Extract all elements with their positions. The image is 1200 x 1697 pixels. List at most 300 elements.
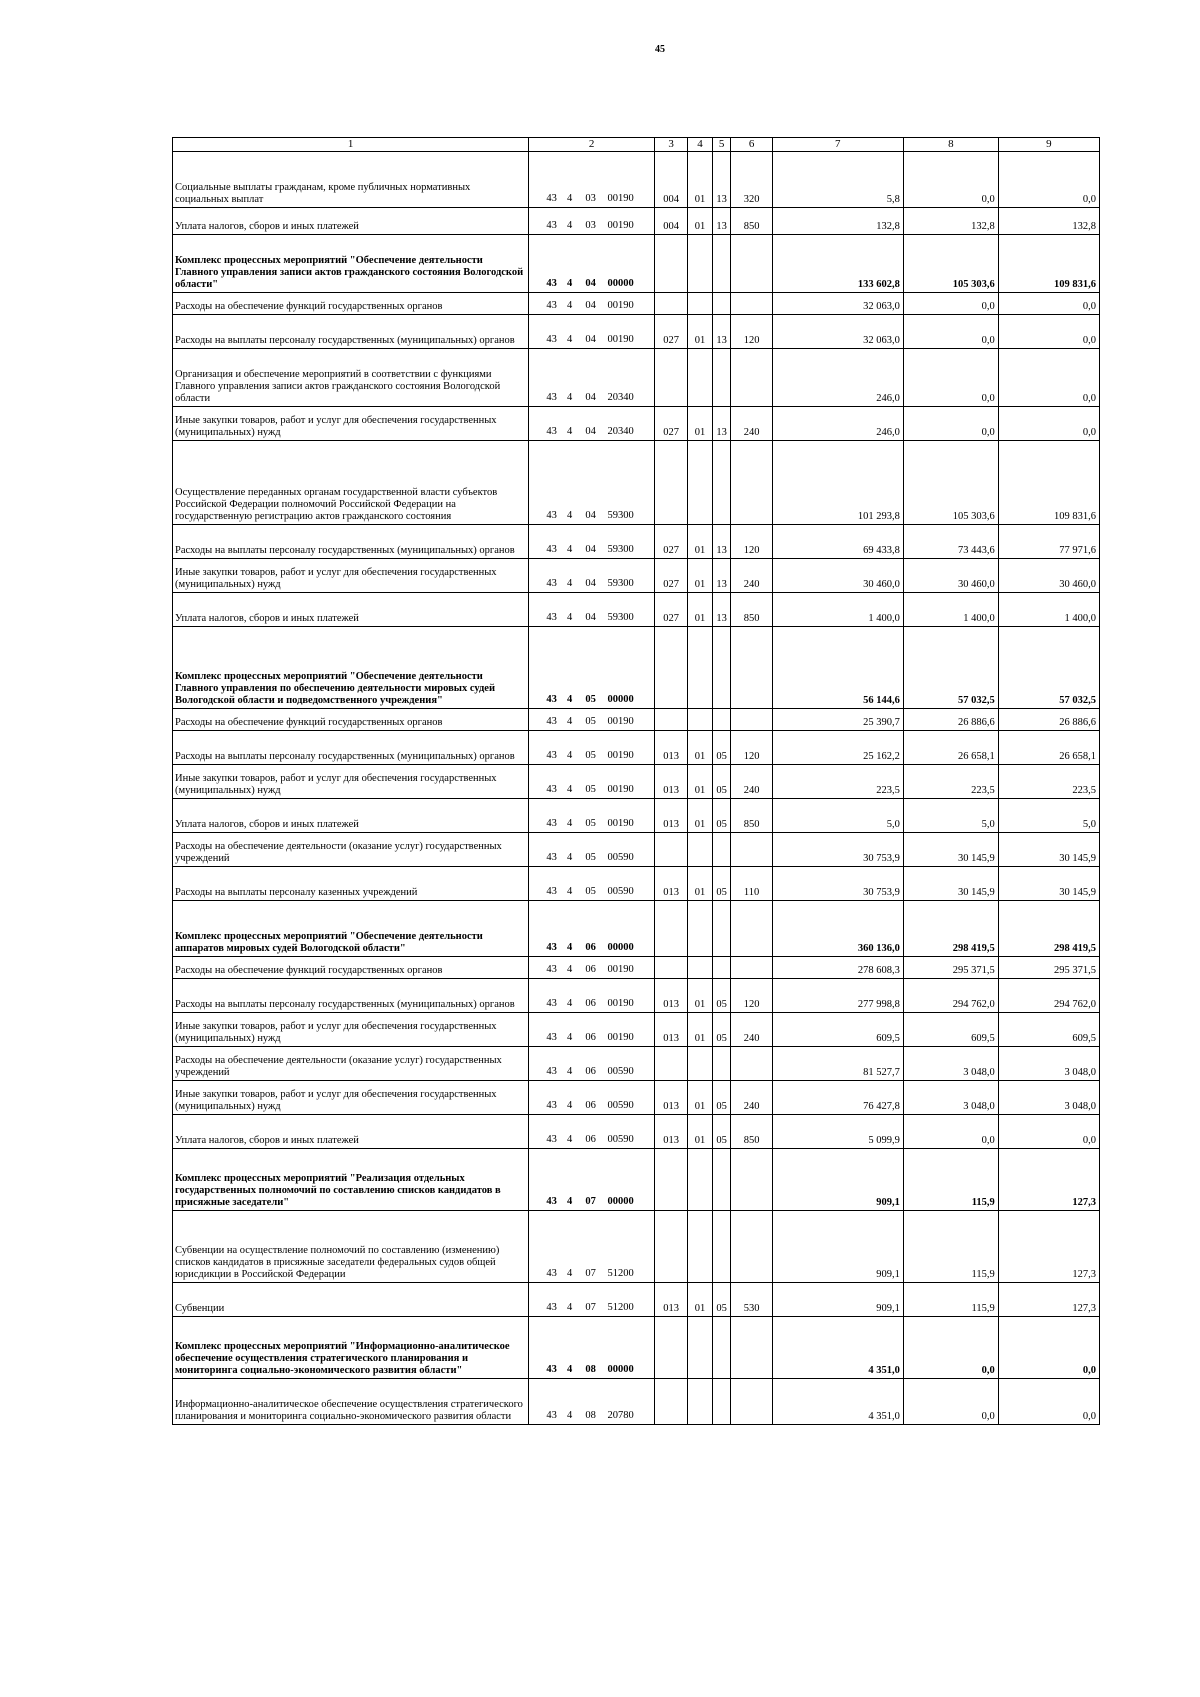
row-target-code [529, 441, 655, 525]
row-value-year-3: 26 886,6 [998, 709, 1099, 731]
code-part: 00190 [607, 299, 634, 311]
code-part: 04 [585, 299, 596, 311]
row-subsection-code: 13 [712, 593, 731, 627]
row-subsection-code [712, 441, 731, 525]
row-section-code: 01 [688, 731, 713, 765]
header-row [173, 138, 1100, 152]
row-section-code: 01 [688, 765, 713, 799]
row-value-year-1: 5 099,9 [772, 1115, 903, 1149]
row-section-code: 01 [688, 979, 713, 1013]
row-value-year-1: 101 293,8 [772, 441, 903, 525]
row-section-code [688, 901, 713, 957]
row-subsection-code: 05 [712, 1283, 731, 1317]
row-expense-type: 240 [731, 765, 772, 799]
row-section-code [688, 349, 713, 407]
row-value-year-2: 115,9 [903, 1211, 998, 1283]
row-value-year-3: 294 762,0 [998, 979, 1099, 1013]
table-row [173, 799, 1100, 833]
code-part: 4 [566, 997, 573, 1009]
row-subsection-code [712, 1047, 731, 1081]
code-part: 05 [585, 783, 596, 795]
row-ministry-code: 013 [655, 1081, 688, 1115]
row-name: Расходы на выплаты персоналу государственных (муниципальных) органов [173, 315, 529, 349]
row-value-year-2: 609,5 [903, 1013, 998, 1047]
code-part: 00190 [607, 219, 634, 231]
row-value-year-3: 109 831,6 [998, 235, 1099, 293]
row-value-year-2: 294 762,0 [903, 979, 998, 1013]
row-value-year-2: 105 303,6 [903, 235, 998, 293]
row-value-year-3: 109 831,6 [998, 441, 1099, 525]
row-value-year-3: 3 048,0 [998, 1047, 1099, 1081]
code-part: 04 [585, 277, 596, 289]
code-part: 4 [566, 1099, 573, 1111]
row-ministry-code [655, 349, 688, 407]
row-expense-type [731, 1047, 772, 1081]
code-part: 4 [566, 219, 573, 231]
code-part: 4 [566, 577, 573, 589]
table-row [173, 1379, 1100, 1425]
code-part: 00590 [607, 1133, 634, 1145]
row-value-year-2: 0,0 [903, 152, 998, 208]
code-part: 43 [546, 1133, 557, 1145]
row-target-code [529, 1081, 655, 1115]
code-part: 00590 [607, 851, 634, 863]
code-part: 43 [546, 299, 557, 311]
row-subsection-code [712, 1211, 731, 1283]
row-value-year-3: 127,3 [998, 1149, 1099, 1211]
header-cell-1: 1 [173, 138, 529, 152]
row-name: Иные закупки товаров, работ и услуг для обеспечения государственных (муниципальных) нужд [173, 1013, 529, 1047]
row-name: Уплата налогов, сборов и иных платежей [173, 1115, 529, 1149]
row-value-year-3: 30 460,0 [998, 559, 1099, 593]
code-part: 4 [566, 1409, 573, 1421]
code-part: 20340 [607, 425, 634, 437]
row-section-code: 01 [688, 1013, 713, 1047]
code-part: 4 [566, 1301, 573, 1313]
row-ministry-code: 027 [655, 525, 688, 559]
row-value-year-3: 30 145,9 [998, 867, 1099, 901]
code-part: 4 [566, 783, 573, 795]
code-part: 00590 [607, 1065, 634, 1077]
code-part: 00190 [607, 192, 634, 204]
header-cell-3: 3 [655, 138, 688, 152]
code-part: 04 [585, 391, 596, 403]
row-subsection-code: 05 [712, 1115, 731, 1149]
row-name: Расходы на выплаты персоналу государственных (муниципальных) органов [173, 979, 529, 1013]
row-target-code [529, 315, 655, 349]
row-subsection-code: 05 [712, 979, 731, 1013]
row-value-year-1: 4 351,0 [772, 1379, 903, 1425]
row-value-year-1: 909,1 [772, 1283, 903, 1317]
row-name: Комплекс процессных мероприятий "Обеспечение деятельности Главного управления записи актов гражданского состояния Вологодской области" [173, 235, 529, 293]
code-part: 4 [566, 1363, 573, 1375]
row-value-year-1: 32 063,0 [772, 315, 903, 349]
table-row [173, 235, 1100, 293]
row-value-year-2: 3 048,0 [903, 1081, 998, 1115]
code-part: 08 [585, 1409, 596, 1421]
row-value-year-2: 115,9 [903, 1149, 998, 1211]
table-row [173, 957, 1100, 979]
row-value-year-1: 909,1 [772, 1211, 903, 1283]
row-name: Информационно-аналитическое обеспечение осуществления стратегического планирования и мониторинга социально-экономического развития области [173, 1379, 529, 1425]
row-value-year-3: 127,3 [998, 1211, 1099, 1283]
row-subsection-code: 05 [712, 765, 731, 799]
row-value-year-2: 30 145,9 [903, 867, 998, 901]
table-row [173, 407, 1100, 441]
code-part: 43 [546, 941, 557, 953]
row-expense-type: 850 [731, 1115, 772, 1149]
table-row [173, 152, 1100, 208]
table-row [173, 627, 1100, 709]
row-target-code [529, 901, 655, 957]
code-part: 43 [546, 611, 557, 623]
row-expense-type [731, 1317, 772, 1379]
row-value-year-1: 246,0 [772, 349, 903, 407]
row-value-year-1: 56 144,6 [772, 627, 903, 709]
row-value-year-3: 0,0 [998, 315, 1099, 349]
row-value-year-1: 69 433,8 [772, 525, 903, 559]
row-subsection-code: 13 [712, 407, 731, 441]
row-value-year-2: 132,8 [903, 208, 998, 235]
row-subsection-code [712, 293, 731, 315]
row-name: Комплекс процессных мероприятий "Обеспечение деятельности Главного управления по обеспечению деятельности мировых судей Вологодской области и подведомственного учреждения" [173, 627, 529, 709]
table-row [173, 709, 1100, 731]
table-row [173, 441, 1100, 525]
row-name: Иные закупки товаров, работ и услуг для обеспечения государственных (муниципальных) нужд [173, 407, 529, 441]
row-section-code: 01 [688, 559, 713, 593]
row-value-year-3: 298 419,5 [998, 901, 1099, 957]
row-value-year-3: 77 971,6 [998, 525, 1099, 559]
table-row [173, 1211, 1100, 1283]
header-cell-5: 5 [712, 138, 731, 152]
row-value-year-2: 295 371,5 [903, 957, 998, 979]
code-part: 43 [546, 1301, 557, 1313]
row-value-year-1: 278 608,3 [772, 957, 903, 979]
code-part: 00190 [607, 997, 634, 1009]
code-part: 04 [585, 611, 596, 623]
code-part: 4 [566, 963, 573, 975]
row-value-year-3: 0,0 [998, 349, 1099, 407]
row-name: Уплата налогов, сборов и иных платежей [173, 593, 529, 627]
row-section-code [688, 1047, 713, 1081]
row-value-year-1: 246,0 [772, 407, 903, 441]
row-name: Субвенции на осуществление полномочий по составлению (изменению) списков кандидатов в присяжные заседатели федеральных судов общей юрисдикции в Российской Федерации [173, 1211, 529, 1283]
code-part: 43 [546, 543, 557, 555]
row-subsection-code: 05 [712, 799, 731, 833]
code-part: 04 [585, 509, 596, 521]
row-name: Уплата налогов, сборов и иных платежей [173, 208, 529, 235]
row-value-year-2: 1 400,0 [903, 593, 998, 627]
row-expense-type [731, 1379, 772, 1425]
row-expense-type: 850 [731, 799, 772, 833]
row-target-code [529, 235, 655, 293]
row-expense-type: 240 [731, 407, 772, 441]
code-part: 04 [585, 543, 596, 555]
row-ministry-code: 027 [655, 593, 688, 627]
row-ministry-code: 013 [655, 799, 688, 833]
row-name: Иные закупки товаров, работ и услуг для обеспечения государственных (муниципальных) нужд [173, 559, 529, 593]
row-target-code [529, 627, 655, 709]
row-ministry-code: 013 [655, 979, 688, 1013]
header-cell-7: 7 [772, 138, 903, 152]
code-part: 00000 [607, 693, 634, 705]
row-value-year-3: 1 400,0 [998, 593, 1099, 627]
row-name: Социальные выплаты гражданам, кроме публичных нормативных социальных выплат [173, 152, 529, 208]
row-ministry-code: 027 [655, 315, 688, 349]
row-ministry-code: 004 [655, 208, 688, 235]
code-part: 43 [546, 715, 557, 727]
row-name: Расходы на выплаты персоналу государственных (муниципальных) органов [173, 525, 529, 559]
row-name: Осуществление переданных органам государственной власти субъектов Российской Федерации полномочий Российской Федерации на государственную регистрацию актов гражданского состояния [173, 441, 529, 525]
row-target-code [529, 833, 655, 867]
row-section-code [688, 1317, 713, 1379]
row-subsection-code: 05 [712, 1013, 731, 1047]
header-cell-8: 8 [903, 138, 998, 152]
row-name: Расходы на обеспечение функций государственных органов [173, 709, 529, 731]
table-row [173, 1317, 1100, 1379]
row-value-year-2: 30 460,0 [903, 559, 998, 593]
row-value-year-1: 25 162,2 [772, 731, 903, 765]
row-value-year-1: 25 390,7 [772, 709, 903, 731]
row-ministry-code [655, 235, 688, 293]
row-value-year-3: 26 658,1 [998, 731, 1099, 765]
row-name: Уплата налогов, сборов и иных платежей [173, 799, 529, 833]
row-section-code: 01 [688, 152, 713, 208]
row-value-year-3: 132,8 [998, 208, 1099, 235]
table-row [173, 1047, 1100, 1081]
row-value-year-2: 115,9 [903, 1283, 998, 1317]
row-value-year-2: 223,5 [903, 765, 998, 799]
row-value-year-2: 0,0 [903, 315, 998, 349]
code-part: 00590 [607, 885, 634, 897]
row-name: Расходы на выплаты персоналу казенных учреждений [173, 867, 529, 901]
row-value-year-1: 909,1 [772, 1149, 903, 1211]
code-part: 04 [585, 425, 596, 437]
table-row [173, 1115, 1100, 1149]
row-ministry-code [655, 1211, 688, 1283]
row-name: Расходы на обеспечение функций государственных органов [173, 293, 529, 315]
row-expense-type: 530 [731, 1283, 772, 1317]
header-cell-2: 2 [529, 138, 655, 152]
row-value-year-2: 298 419,5 [903, 901, 998, 957]
table-body [173, 152, 1100, 1425]
code-part: 4 [566, 277, 573, 289]
row-subsection-code [712, 1379, 731, 1425]
code-part: 59300 [607, 509, 634, 521]
row-expense-type: 120 [731, 979, 772, 1013]
row-value-year-3: 0,0 [998, 1115, 1099, 1149]
row-target-code [529, 799, 655, 833]
row-value-year-2: 30 145,9 [903, 833, 998, 867]
code-part: 43 [546, 1267, 557, 1279]
row-subsection-code [712, 833, 731, 867]
row-expense-type [731, 349, 772, 407]
row-target-code [529, 1013, 655, 1047]
code-part: 06 [585, 1065, 596, 1077]
code-part: 05 [585, 715, 596, 727]
code-part: 51200 [607, 1267, 634, 1279]
row-expense-type [731, 957, 772, 979]
row-ministry-code: 027 [655, 559, 688, 593]
row-subsection-code [712, 1317, 731, 1379]
row-subsection-code: 13 [712, 525, 731, 559]
code-part: 43 [546, 509, 557, 521]
row-target-code [529, 293, 655, 315]
row-target-code [529, 1283, 655, 1317]
row-value-year-1: 32 063,0 [772, 293, 903, 315]
row-expense-type: 120 [731, 525, 772, 559]
row-section-code [688, 957, 713, 979]
row-ministry-code [655, 833, 688, 867]
row-ministry-code [655, 441, 688, 525]
row-section-code [688, 293, 713, 315]
row-value-year-1: 5,0 [772, 799, 903, 833]
row-section-code: 01 [688, 208, 713, 235]
table-row [173, 208, 1100, 235]
table-row [173, 559, 1100, 593]
table-row [173, 349, 1100, 407]
row-section-code: 01 [688, 867, 713, 901]
row-target-code [529, 593, 655, 627]
row-name: Комплекс процессных мероприятий "Реализация отдельных государственных полномочий по составлению списков кандидатов в присяжные заседатели" [173, 1149, 529, 1211]
code-part: 05 [585, 885, 596, 897]
code-part: 4 [566, 749, 573, 761]
row-value-year-3: 57 032,5 [998, 627, 1099, 709]
row-expense-type [731, 709, 772, 731]
table-row [173, 765, 1100, 799]
row-subsection-code: 05 [712, 867, 731, 901]
code-part: 43 [546, 425, 557, 437]
code-part: 43 [546, 693, 557, 705]
code-part: 00190 [607, 783, 634, 795]
table-row [173, 293, 1100, 315]
row-name: Расходы на обеспечение деятельности (оказание услуг) государственных учреждений [173, 833, 529, 867]
row-target-code [529, 525, 655, 559]
row-value-year-1: 81 527,7 [772, 1047, 903, 1081]
code-part: 06 [585, 963, 596, 975]
row-name: Расходы на обеспечение функций государственных органов [173, 957, 529, 979]
code-part: 43 [546, 277, 557, 289]
code-part: 00190 [607, 817, 634, 829]
row-target-code [529, 152, 655, 208]
row-section-code [688, 627, 713, 709]
row-value-year-3: 0,0 [998, 1317, 1099, 1379]
row-ministry-code [655, 1317, 688, 1379]
row-ministry-code [655, 293, 688, 315]
code-part: 05 [585, 851, 596, 863]
code-part: 4 [566, 693, 573, 705]
code-part: 43 [546, 192, 557, 204]
row-value-year-1: 133 602,8 [772, 235, 903, 293]
table-row [173, 867, 1100, 901]
code-part: 06 [585, 997, 596, 1009]
row-expense-type: 320 [731, 152, 772, 208]
row-value-year-3: 30 145,9 [998, 833, 1099, 867]
row-subsection-code [712, 627, 731, 709]
row-name: Субвенции [173, 1283, 529, 1317]
row-subsection-code: 05 [712, 731, 731, 765]
code-part: 4 [566, 885, 573, 897]
code-part: 4 [566, 543, 573, 555]
row-subsection-code [712, 957, 731, 979]
row-section-code: 01 [688, 1283, 713, 1317]
row-section-code: 01 [688, 315, 713, 349]
code-part: 04 [585, 333, 596, 345]
code-part: 06 [585, 941, 596, 953]
code-part: 4 [566, 1267, 573, 1279]
row-section-code: 01 [688, 593, 713, 627]
row-expense-type: 850 [731, 593, 772, 627]
table-row [173, 1013, 1100, 1047]
row-section-code: 01 [688, 799, 713, 833]
code-part: 4 [566, 941, 573, 953]
row-ministry-code [655, 957, 688, 979]
row-expense-type [731, 901, 772, 957]
code-part: 05 [585, 817, 596, 829]
row-name: Расходы на обеспечение деятельности (оказание услуг) государственных учреждений [173, 1047, 529, 1081]
code-part: 4 [566, 1031, 573, 1043]
row-value-year-2: 26 886,6 [903, 709, 998, 731]
row-ministry-code [655, 901, 688, 957]
code-part: 4 [566, 509, 573, 521]
row-ministry-code [655, 627, 688, 709]
code-part: 43 [546, 333, 557, 345]
row-ministry-code: 013 [655, 1115, 688, 1149]
code-part: 43 [546, 1099, 557, 1111]
code-part: 4 [566, 192, 573, 204]
code-part: 20780 [607, 1409, 634, 1421]
code-part: 43 [546, 885, 557, 897]
code-part: 00000 [607, 941, 634, 953]
row-expense-type [731, 235, 772, 293]
page-number: 45 [655, 44, 665, 55]
row-value-year-2: 3 048,0 [903, 1047, 998, 1081]
row-value-year-2: 0,0 [903, 407, 998, 441]
code-part: 43 [546, 851, 557, 863]
row-subsection-code: 13 [712, 208, 731, 235]
row-name: Организация и обеспечение мероприятий в соответствии с функциями Главного управления записи актов гражданского состояния Вологодской области [173, 349, 529, 407]
row-subsection-code [712, 709, 731, 731]
code-part: 4 [566, 851, 573, 863]
row-section-code [688, 441, 713, 525]
row-value-year-1: 609,5 [772, 1013, 903, 1047]
table-row [173, 1081, 1100, 1115]
code-part: 43 [546, 1195, 557, 1207]
code-part: 06 [585, 1099, 596, 1111]
row-target-code [529, 349, 655, 407]
row-target-code [529, 709, 655, 731]
row-value-year-3: 5,0 [998, 799, 1099, 833]
code-part: 59300 [607, 577, 634, 589]
code-part: 4 [566, 299, 573, 311]
row-ministry-code: 013 [655, 867, 688, 901]
row-subsection-code: 05 [712, 1081, 731, 1115]
code-part: 4 [566, 425, 573, 437]
code-part: 4 [566, 1133, 573, 1145]
code-part: 43 [546, 577, 557, 589]
row-value-year-1: 132,8 [772, 208, 903, 235]
row-value-year-2: 5,0 [903, 799, 998, 833]
row-value-year-2: 57 032,5 [903, 627, 998, 709]
row-subsection-code: 13 [712, 152, 731, 208]
code-part: 00190 [607, 333, 634, 345]
row-expense-type [731, 1211, 772, 1283]
code-part: 43 [546, 817, 557, 829]
code-part: 4 [566, 817, 573, 829]
code-part: 43 [546, 963, 557, 975]
code-part: 00190 [607, 963, 634, 975]
table-row [173, 315, 1100, 349]
